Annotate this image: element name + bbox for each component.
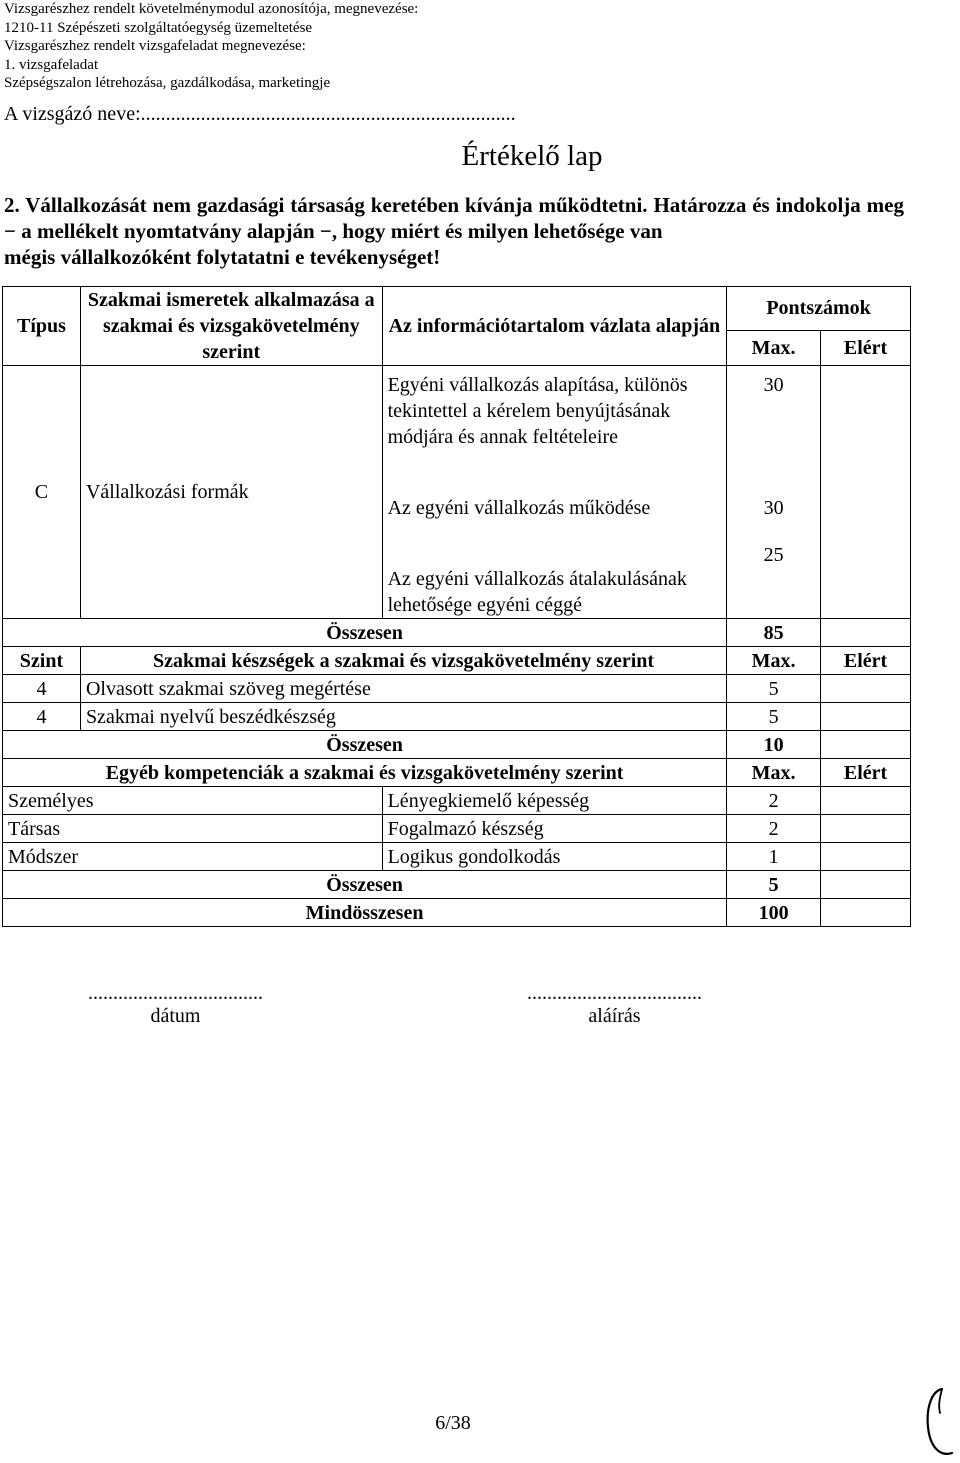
outline-column-header: Az információtartalom vázlata alapján: [382, 287, 727, 366]
outline-cell: Az egyéni vállalkozás működése: [382, 482, 727, 534]
outline-cell: Az egyéni vállalkozás átalakulásának lehetősége egyéni céggé: [382, 534, 727, 619]
max-cell: 5: [727, 675, 821, 703]
header-line: Vizsgarészhez rendelt követelménymodul azonosítója, megnevezése:: [4, 1, 419, 17]
total-row: [3, 619, 911, 647]
table-row: [3, 787, 911, 815]
achieved-cell: [821, 619, 911, 647]
competency-cell: Lényegkiemelő képesség: [382, 787, 727, 815]
category-cell: Személyes: [3, 787, 383, 815]
max-cell: 2: [727, 815, 821, 843]
achieved-column-header: Elért: [821, 759, 911, 787]
date-dots: ...................................: [88, 982, 263, 1004]
max-cell: 30: [727, 366, 821, 482]
level-cell: 4: [3, 675, 81, 703]
total-row: [3, 871, 911, 899]
achieved-cell: [821, 787, 911, 815]
table-row: [3, 843, 911, 871]
document-header: [4, 0, 418, 93]
total-value: 10: [727, 731, 821, 759]
achieved-cell: [821, 703, 911, 731]
total-value: 5: [727, 871, 821, 899]
max-cell: 2: [727, 787, 821, 815]
achieved-cell: [821, 675, 911, 703]
category-cell: Társas: [3, 815, 383, 843]
candidate-name-field: A vizsgázó neve:...........................................................................: [4, 103, 516, 125]
category-cell: Módszer: [3, 843, 383, 871]
page-title: Értékelő lap: [461, 140, 603, 172]
header-line: 1210-11 Szépészeti szolgáltatóegység üzemeltetése: [4, 19, 313, 36]
achieved-cell: [821, 815, 911, 843]
knowledge-column-header: Szakmai ismeretek alkalmazása a szakmai és vizsgakövetelmény szerint: [80, 287, 382, 366]
skill-cell: Szakmai nyelvű beszédkészség: [80, 703, 726, 731]
total-label: Összesen: [3, 619, 727, 647]
skills-header-row: [3, 647, 911, 675]
grand-total-value: 100: [727, 899, 821, 927]
achieved-cell: [821, 843, 911, 871]
table-row: [3, 815, 911, 843]
max-column-header: Max.: [727, 759, 821, 787]
level-column-header: Szint: [3, 647, 81, 675]
points-column-header: Pontszámok: [727, 287, 911, 331]
outline-cell: Egyéni vállalkozás alapítása, különös tekintettel a kérelem benyújtásának módjára és annak feltételeire: [382, 366, 727, 482]
total-value: 85: [727, 619, 821, 647]
header-line: Vizsgarészhez rendelt vizsgafeladat megnevezése:: [4, 38, 306, 54]
max-cell: 5: [727, 703, 821, 731]
achieved-column-header: Elért: [821, 330, 911, 365]
max-column-header: Max.: [727, 647, 821, 675]
competencies-header-row: [3, 759, 911, 787]
achieved-cell: [821, 871, 911, 899]
total-label: Összesen: [3, 731, 727, 759]
table-row: [3, 703, 911, 731]
signature-field: [527, 982, 702, 1028]
task-description: [4, 192, 904, 270]
table-row: [3, 675, 911, 703]
grand-total-label: Mindösszesen: [3, 899, 727, 927]
evaluation-table: [2, 286, 911, 927]
grand-total-row: [3, 899, 911, 927]
header-line: 1. vizsgafeladat: [4, 56, 99, 73]
skill-cell: Olvasott szakmai szöveg megértése: [80, 675, 726, 703]
max-column-header: Max.: [727, 330, 821, 365]
signature-dots: ...................................: [527, 982, 702, 1004]
date-label: dátum: [150, 1005, 201, 1027]
total-row: [3, 731, 911, 759]
task-text: mégis vállalkozóként folytatatni e tevékenységet!: [4, 245, 441, 269]
type-column-header: Típus: [3, 287, 81, 366]
achieved-cell: [821, 731, 911, 759]
topic-cell: Vállalkozási formák: [80, 366, 382, 619]
header-line: Szépségszalon létrehozása, gazdálkodása, marketingje: [4, 75, 331, 91]
date-field: [88, 982, 263, 1028]
competency-cell: Fogalmazó készség: [382, 815, 727, 843]
task-text: 2. Vállalkozását nem gazdasági társaság keretében kívánja működtetni. Határozza és indokolja meg − a mellékelt nyomtatvány alapján −, hogy miért és milyen lehetősége van: [4, 193, 904, 243]
table-row: [3, 366, 911, 482]
signature-label: aláírás: [588, 1005, 641, 1027]
achieved-cell: [821, 366, 911, 619]
max-cell: 30: [727, 482, 821, 534]
total-label: Összesen: [3, 871, 727, 899]
page-number: 6/38: [435, 1412, 471, 1434]
achieved-column-header: Elért: [821, 647, 911, 675]
max-cell: 25: [727, 534, 821, 619]
competencies-column-header: Egyéb kompetenciák a szakmai és vizsgakövetelmény szerint: [3, 759, 727, 787]
level-cell: 4: [3, 703, 81, 731]
competency-cell: Logikus gondolkodás: [382, 843, 727, 871]
type-cell: C: [3, 366, 81, 619]
achieved-cell: [821, 899, 911, 927]
skills-column-header: Szakmai készségek a szakmai és vizsgakövetelmény szerint: [80, 647, 726, 675]
handwritten-initial-mark: [918, 1383, 956, 1461]
max-cell: 1: [727, 843, 821, 871]
